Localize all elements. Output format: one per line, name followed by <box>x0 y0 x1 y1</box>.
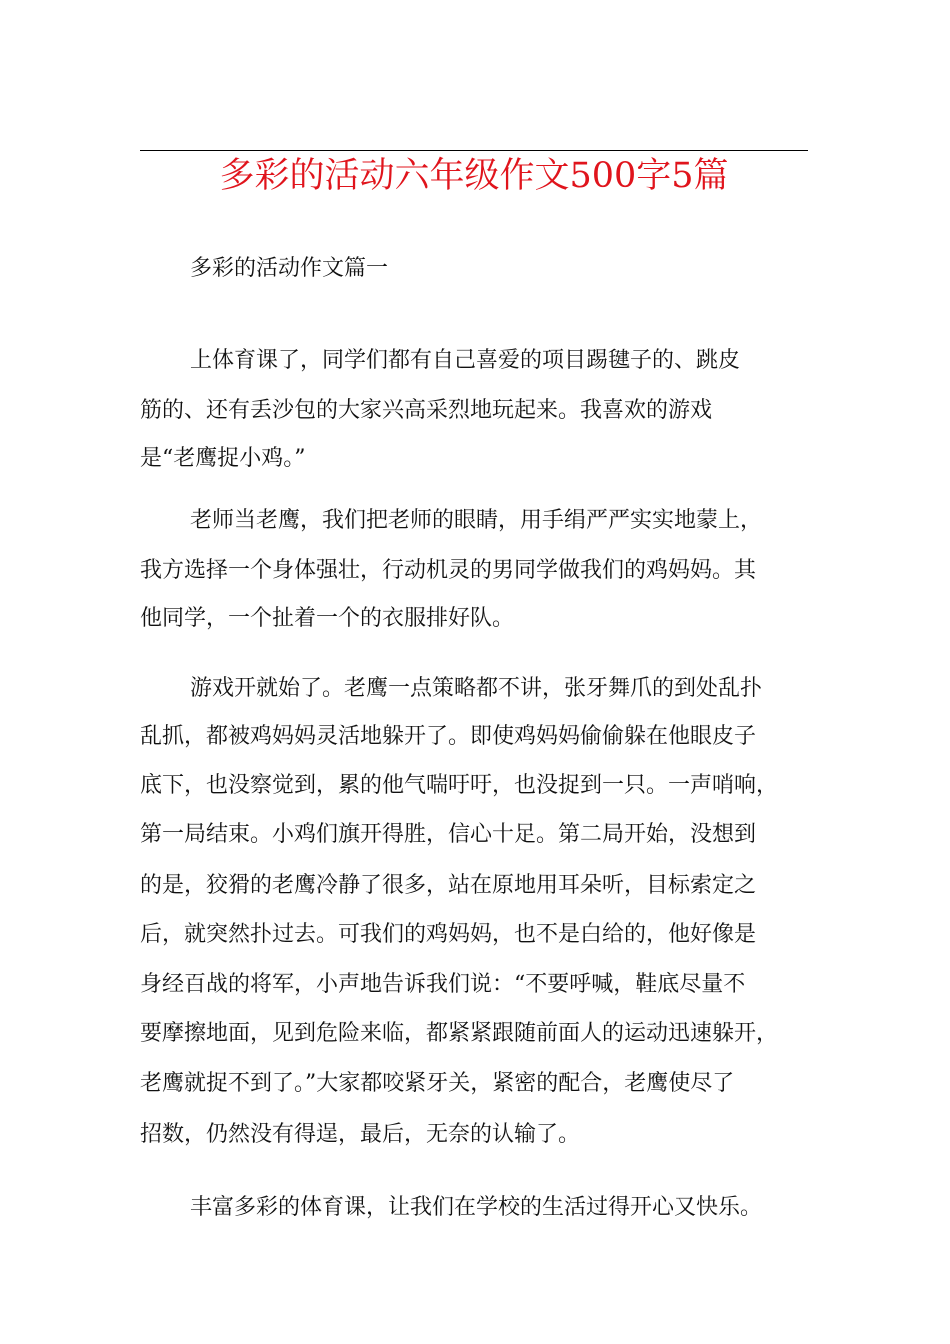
paragraph-line: 筋的、还有丢沙包的大家兴高采烈地玩起来。我喜欢的游戏 <box>140 398 713 423</box>
paragraph-line: 我方选择一个身体强壮，行动机灵的男同学做我们的鸡妈妈。其 <box>140 558 757 583</box>
paragraph-line: 是“老鹰捉小鸡。” <box>140 446 306 471</box>
paragraph-line: 要摩擦地面，见到危险来临，都紧紧跟随前面人的运动迅速躲开， <box>140 1021 779 1046</box>
paragraph-line: 第一局结束。小鸡们旗开得胜，信心十足。第二局开始，没想到 <box>140 822 757 847</box>
paragraph-line: 老师当老鹰，我们把老师的眼睛，用手绢严严实实地蒙上， <box>190 508 763 533</box>
paragraph-line: 他同学，一个扯着一个的衣服排好队。 <box>140 606 515 631</box>
section-heading: 多彩的活动作文篇一 <box>190 256 389 281</box>
paragraph-line: 丰富多彩的体育课，让我们在学校的生活过得开心又快乐。 <box>190 1195 763 1220</box>
paragraph-line: 乱抓，都被鸡妈妈灵活地躲开了。即使鸡妈妈偷偷躲在他眼皮子 <box>140 724 757 749</box>
paragraph-line: 底下，也没察觉到，累的他气喘吁吁，也没捉到一只。一声哨响， <box>140 773 779 798</box>
paragraph-line: 的是，狡猾的老鹰冷静了很多，站在原地用耳朵听，目标索定之 <box>140 873 757 898</box>
paragraph-line: 后，就突然扑过去。可我们的鸡妈妈，也不是白给的，他好像是 <box>140 922 757 947</box>
paragraph-line: 身经百战的将军，小声地告诉我们说：“不要呼喊，鞋底尽量不 <box>140 972 746 997</box>
paragraph-line: 招数，仍然没有得逞，最后，无奈的认输了。 <box>140 1122 581 1147</box>
paragraph-line: 游戏开就始了。老鹰一点策略都不讲，张牙舞爪的到处乱扑 <box>190 676 763 701</box>
document-title: 多彩的活动六年级作文500字5篇 <box>219 156 729 196</box>
paragraph-line: 上体育课了，同学们都有自己喜爱的项目踢毽子的、跳皮 <box>190 348 741 373</box>
header-rule <box>140 150 808 151</box>
paragraph-line: 老鹰就捉不到了。”大家都咬紧牙关，紧密的配合，老鹰使尽了 <box>140 1071 735 1096</box>
